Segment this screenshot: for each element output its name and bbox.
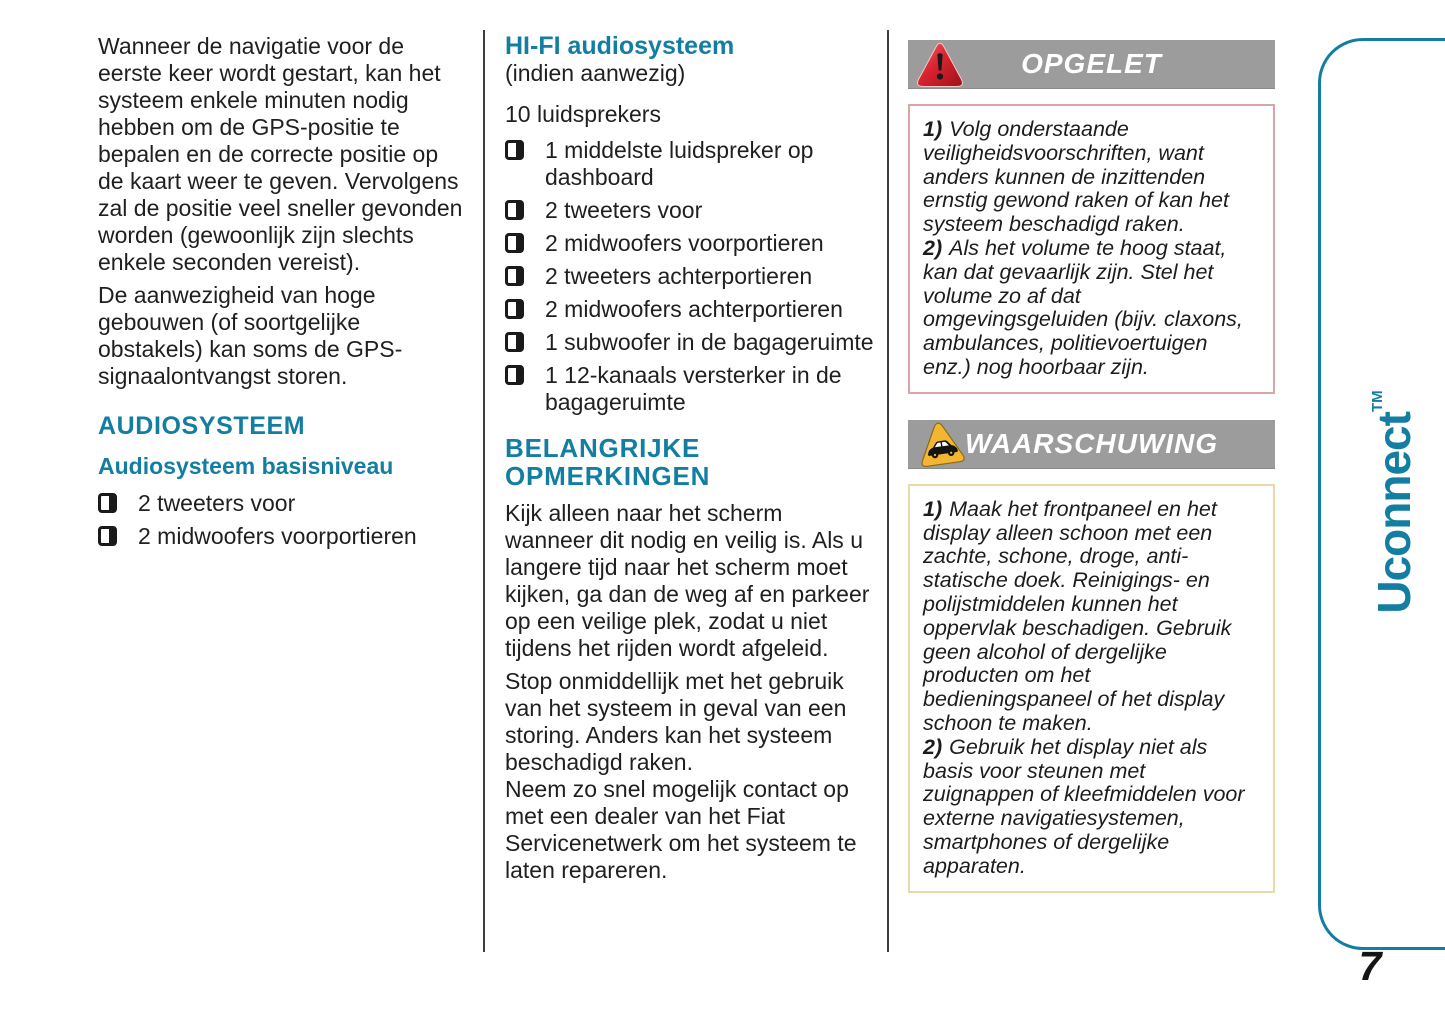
square-bullet-icon: [505, 200, 524, 220]
list-item-label: 2 tweeters voor: [545, 197, 703, 223]
list-item: [98, 523, 468, 550]
column-warnings: [908, 40, 1275, 893]
list-item: [505, 137, 875, 191]
uconnect-brand-label: [1349, 352, 1420, 652]
audiosysteem-basisniveau-subheading: Audiosysteem basisniveau: [98, 453, 394, 479]
gps-paragraph-2: De aanwezigheid van hoge gebouwen (of soortgelijke obstakels) kan soms de GPS-signaalontvangst storen.: [98, 282, 403, 389]
list-item: [98, 490, 468, 517]
caution-item-number: 2): [923, 235, 943, 260]
list-item: [505, 263, 875, 290]
square-bullet-icon: [505, 365, 524, 385]
square-bullet-icon: [505, 299, 524, 319]
column-gps-audio: [98, 33, 468, 556]
list-item: [505, 296, 875, 323]
belangrijke-opmerkingen-heading: BELANGRIJKE OPMERKINGEN: [505, 433, 711, 491]
list-item: [505, 362, 875, 416]
warning-item-number: 2): [923, 734, 943, 759]
list-item: [505, 329, 875, 356]
caution-item: [923, 118, 1260, 237]
caution-item-number: 1): [923, 117, 943, 141]
list-item: [505, 197, 875, 224]
warning-item-number: 1): [923, 496, 943, 521]
list-item-label: 2 tweeters achterportieren: [545, 263, 813, 289]
list-item: [505, 230, 875, 257]
square-bullet-icon: [505, 140, 524, 160]
brand-text: Uconnect: [1368, 412, 1420, 614]
hifi-intro: 10 luidsprekers: [505, 101, 661, 127]
column-divider: [483, 30, 485, 952]
hifi-subnote: (indien aanwezig): [505, 60, 686, 86]
square-bullet-icon: [98, 493, 117, 513]
warning-box: [908, 484, 1275, 893]
column-hifi-notes: [505, 33, 875, 884]
list-item-label: 1 subwoofer in de bagageruimte: [545, 329, 874, 355]
square-bullet-icon: [98, 526, 117, 546]
caution-item: [923, 237, 1260, 380]
warning-header-bar: [908, 420, 1275, 469]
notes-paragraph-2: Stop onmiddellijk met het gebruik van het systeem in geval van een storing. Anders kan het systeem beschadigd raken.: [505, 668, 847, 775]
square-bullet-icon: [505, 266, 524, 286]
warning-item: [923, 736, 1260, 879]
caution-title: OPGELET: [1021, 48, 1162, 79]
notes-paragraph-1: Kijk alleen naar het scherm wanneer dit nodig en veilig is. Als u langere tijd naar het scherm moet kijken, ga dan de weg af en parkeer op een veilige plek, zodat u niet tijdens het rijden wordt afgeleid.: [505, 500, 870, 661]
warning-item-text: Maak het frontpaneel en het display alleen schoon met een zachte, schone, droge, anti-statische doek. Reinigings- en polijstmiddelen kunnen het oppervlak beschadigen. Gebruik geen alcohol of dergelijke producten om het bedieningspaneel of het display schoon te maken.: [923, 496, 1232, 735]
list-item-label: 2 tweeters voor: [138, 490, 296, 516]
square-bullet-icon: [505, 332, 524, 352]
caution-item-text: Als het volume te hoog staat, kan dat gevaarlijk zijn. Stel het volume zo af dat omgevingsgeluiden (bijv. claxons, ambulances, politievoertuigen enz.) nog hoorbaar zijn.: [923, 235, 1243, 379]
list-item-label: 2 midwoofers achterportieren: [545, 296, 843, 322]
caution-box: [908, 104, 1275, 394]
gps-paragraph-1: Wanneer de navigatie voor de eerste keer wordt gestart, kan het systeem enkele minuten nodig hebben om de GPS-positie te bepalen en de correcte positie op de kaart weer te geven. Vervolgens zal de positie veel sneller gevonden worden (gewoonlijk zijn slechts enkele seconden vereist).: [98, 33, 463, 275]
hifi-speaker-list: [505, 137, 875, 416]
audiosysteem-heading: AUDIOSYSTEEM: [98, 412, 306, 440]
list-item-label: 2 midwoofers voorportieren: [545, 230, 824, 256]
trademark-symbol: TM: [1369, 390, 1386, 413]
warning-item-text: Gebruik het display niet als basis voor steunen met zuignappen of kleefmiddelen voor externe navigatiesystemen, smartphones of dergelijke apparaten.: [923, 734, 1245, 878]
column-divider: [887, 30, 889, 952]
page-number: 7: [1358, 943, 1382, 989]
list-item-label: 1 middelste luidspreker op dashboard: [545, 137, 814, 190]
list-item-label: 1 12-kanaals versterker in de bagageruimte: [545, 362, 842, 415]
caution-header-bar: [908, 40, 1275, 89]
warning-title: WAARSCHUWING: [964, 427, 1219, 459]
square-bullet-icon: [505, 233, 524, 253]
caution-item-text: Volg onderstaande veiligheidsvoorschriften, want anders kunnen de inzittenden ernstig gewond raken of kan het systeem beschadigd raken.: [923, 117, 1229, 237]
notes-paragraph-3: Neem zo snel mogelijk contact op met een dealer van het Fiat Servicenetwerk om het systeem te laten repareren.: [505, 776, 857, 883]
list-item-label: 2 midwoofers voorportieren: [138, 523, 417, 549]
warning-item: [923, 498, 1260, 736]
hifi-heading: HI-FI audiosysteem: [505, 32, 735, 60]
basis-speaker-list: [98, 490, 468, 550]
